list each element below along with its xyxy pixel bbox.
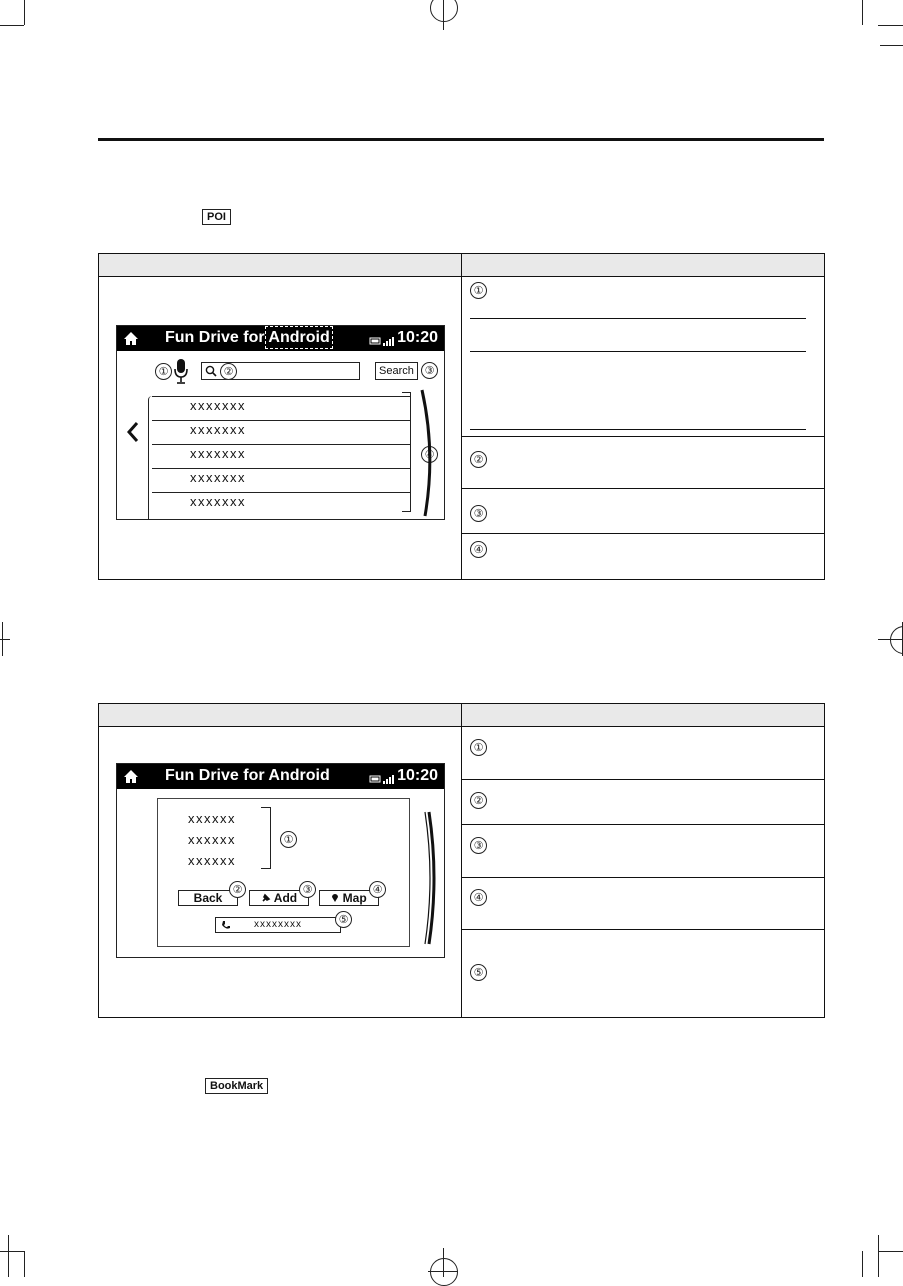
- poi-search-screen: [116, 325, 445, 520]
- app-title-platform: Android: [268, 329, 330, 346]
- description-cell: [462, 780, 825, 825]
- list-item[interactable]: xxxxxxx: [190, 494, 246, 509]
- status-bar: [117, 764, 444, 789]
- list-item[interactable]: xxxxxxx: [190, 398, 246, 413]
- description-cell: [462, 489, 825, 534]
- item-number-2: ②: [470, 451, 487, 468]
- callout-4: ④: [421, 446, 438, 463]
- registration-target-icon: [443, 1248, 444, 1277]
- crop-mark: [8, 1235, 9, 1277]
- registration-target-icon: [428, 1271, 458, 1272]
- poi-detail-screen: [116, 763, 445, 958]
- phone-number: xxxxxxxx: [254, 919, 302, 930]
- detail-line: xxxxxx: [188, 811, 236, 826]
- callout-4: ④: [369, 881, 386, 898]
- crop-mark: [862, 1251, 863, 1277]
- back-chevron-icon[interactable]: [127, 421, 139, 443]
- phone-icon: [221, 920, 231, 930]
- description-cell: [462, 877, 825, 929]
- status-bar: [117, 326, 444, 351]
- crop-mark: [862, 0, 863, 25]
- callout-1: ①: [280, 831, 297, 848]
- callout-3: ③: [299, 881, 316, 898]
- registration-target-icon: [430, 0, 458, 22]
- header-cell: [462, 254, 825, 277]
- map-marker-icon: [331, 892, 339, 903]
- description-cell: [462, 437, 825, 489]
- callout-2: ②: [229, 881, 246, 898]
- crop-mark: [0, 25, 24, 26]
- table-header-row: [99, 704, 825, 727]
- map-button-label: Map: [342, 891, 367, 905]
- sub-rule: [470, 318, 806, 319]
- item-number-1: ①: [470, 739, 487, 756]
- search-input[interactable]: [201, 362, 360, 380]
- add-button-label: Add: [273, 891, 298, 905]
- sub-rule: [470, 351, 806, 352]
- scrollbar[interactable]: [421, 808, 441, 948]
- registration-target-icon: [2, 622, 3, 656]
- crop-mark: [24, 1251, 25, 1277]
- header-cell: [462, 704, 825, 727]
- app-title: [165, 767, 330, 785]
- app-title-prefix: Fun Drive for: [165, 329, 269, 346]
- header-cell: [99, 254, 462, 277]
- crop-mark: [24, 0, 25, 25]
- item-number-4: ④: [470, 541, 487, 558]
- back-button[interactable]: Back: [178, 890, 238, 906]
- crop-mark: [878, 1235, 879, 1277]
- app-title: [165, 329, 330, 347]
- detail-line: xxxxxx: [188, 832, 236, 847]
- item-number-1: ①: [470, 282, 487, 299]
- microphone-icon[interactable]: [174, 358, 188, 384]
- description-cell: [462, 825, 825, 877]
- list-item[interactable]: xxxxxxx: [190, 422, 246, 437]
- home-icon[interactable]: [123, 331, 139, 346]
- detail-bracket: [261, 807, 271, 869]
- callout-2: ②: [220, 363, 237, 380]
- app-title-prefix: Fun Drive for: [165, 767, 269, 784]
- battery-signal-icon: [369, 774, 399, 784]
- scrollbar[interactable]: [419, 388, 439, 518]
- item-number-3: ③: [470, 837, 487, 854]
- list-item[interactable]: xxxxxxx: [190, 470, 246, 485]
- header-rule: [98, 138, 824, 141]
- description-cell: [462, 929, 825, 1017]
- description-cell: [462, 727, 825, 780]
- description-cell: [462, 277, 825, 437]
- clock: 10:20: [397, 767, 438, 784]
- item-number-5: ⑤: [470, 964, 487, 981]
- list-left-edge: [148, 396, 152, 519]
- crop-mark: [0, 1251, 24, 1252]
- phone-button[interactable]: [215, 917, 341, 933]
- registration-target-icon: [443, 0, 444, 30]
- item-number-4: ④: [470, 889, 487, 906]
- callout-3: ③: [421, 362, 438, 379]
- callout-1: ①: [155, 363, 172, 380]
- list-bracket: [402, 392, 411, 512]
- crop-mark: [878, 25, 903, 26]
- sub-rule: [470, 429, 806, 430]
- bookmark-button-label: BookMark: [205, 1078, 268, 1094]
- poi-button-label: POI: [202, 209, 231, 225]
- app-title-platform: Android: [268, 767, 330, 784]
- header-cell: [99, 704, 462, 727]
- crop-mark: [880, 45, 903, 46]
- home-icon[interactable]: [123, 769, 139, 784]
- item-number-3: ③: [470, 505, 487, 522]
- search-icon: [205, 365, 217, 377]
- callout-5: ⑤: [335, 911, 352, 928]
- detail-line: xxxxxx: [188, 853, 236, 868]
- poi-detail-popup: [157, 798, 410, 947]
- search-button[interactable]: Search: [375, 362, 418, 380]
- table-header-row: [99, 254, 825, 277]
- description-cell: [462, 534, 825, 580]
- battery-signal-icon: [369, 336, 399, 346]
- crop-mark: [878, 1251, 903, 1252]
- clock: 10:20: [397, 329, 438, 346]
- list-item[interactable]: xxxxxxx: [190, 446, 246, 461]
- registration-target-icon: [430, 1258, 458, 1286]
- pin-icon: [261, 893, 271, 903]
- registration-target-icon: [878, 639, 903, 640]
- item-number-2: ②: [470, 792, 487, 809]
